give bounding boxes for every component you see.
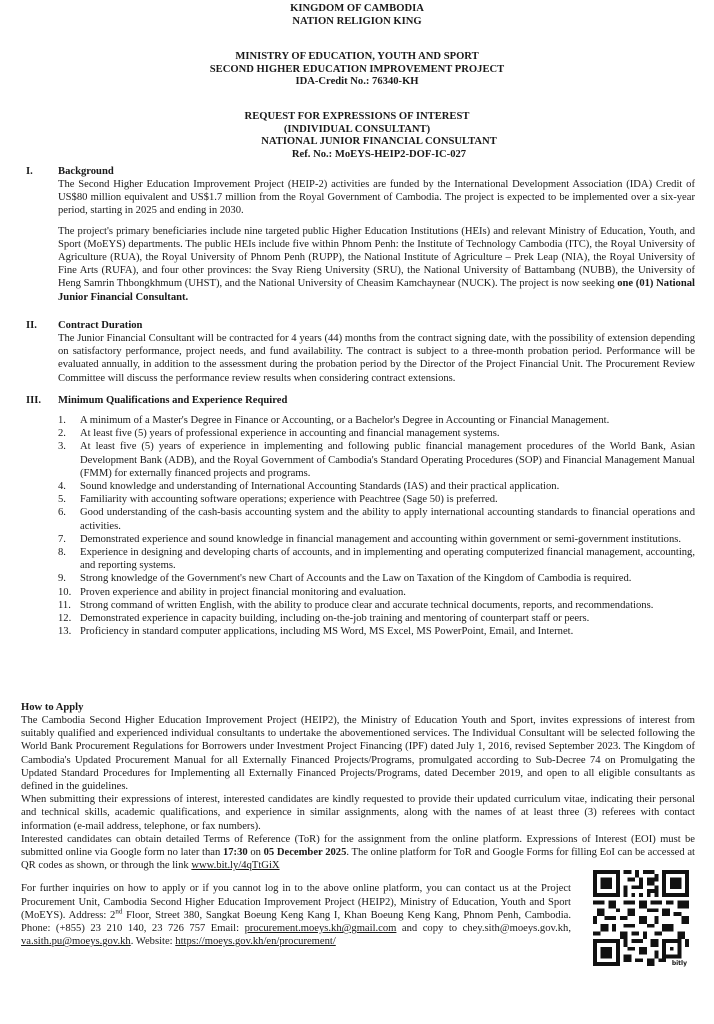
deadline-time: 17:30 [222, 847, 248, 859]
apply-paragraph-1: The Cambodia Second Higher Education Improvement Project (HEIP2), the Ministry of Education Youth and Sport, invites expressions of interest from suitably qualified and experienced individual consultants to undertake the abovementioned services. The Individual Consultant will be selected following the World Bank Procurement Regulations for Borrowers under Investment Project Financing (IPF) dated July 1, 2016, revised September 2023. The Kingdom of Cambodia's Updated Procurement Manual for all Externally Financed Projects/Programs, promulgated according to Sub-Decree 74 on Promulgating the Updated Standard Procedures for Implementing all Externally Financed Projects/Programs, dated December 2019, and open to all eligible consultants as defined in the guidelines. [21, 715, 695, 793]
consultant-type: (INDIVIDUAL CONSULTANT) [283, 123, 431, 135]
apply-paragraph-4: For further inquiries on how to apply or if you cannot log in to the above online platform, you can contact us at the Project Procurement Unit, Cambodia Second Higher Education Improvement Project (HEIP2), Ministry of Education, Youth and Sport (MoEYS). Address: 2nd Floor, Street 380, Sangkat Boeung Keng Kang I, Khan Boeung Keng Kang, Phnom Penh, Cambodia. Phone: (+855) 23 210 140, 23 726 757 Email: procurement.moeys.kh@gmail.com and copy to chey.sith@moeys.gov.kh, va.sith.pu@moeys.gov.kh. Website: https://moeys.gov.kh/en/procurement/ [21, 883, 571, 948]
position-sought: one (01) National Junior Financial Consultant. [58, 278, 695, 303]
country-header [0, 3, 714, 28]
list-item: 7. Demonstrated experience and sound knowledge in financial management and accounting within government or semi-government institutions. [58, 533, 682, 545]
short-link[interactable]: www.bit.ly/4qTtGiX [191, 860, 280, 872]
list-item: 8. Experience in designing and developing charts of accounts, and in implementing and operating computerized financial management, accounting, and reporting systems. [58, 547, 695, 572]
section-heading [0, 165, 714, 178]
primary-email-link[interactable]: procurement.moeys.kh@gmail.com [244, 923, 397, 935]
section-title: Background [58, 166, 114, 177]
country-name: KINGDOM OF CAMBODIA [290, 3, 424, 14]
list-item: 12. Demonstrated experience in capacity building, including on-the-job training and mentoring of counterpart staff or peers. [58, 613, 590, 625]
credit-number: IDA-Credit No.: 76340-KH [295, 76, 419, 88]
section-title: Minimum Qualifications and Experience Required [58, 395, 288, 406]
list-item: 1. A minimum of a Master's Degree in Finance or Accounting, or a Bachelor's Degree in Accounting or Financial Management. [58, 415, 610, 426]
list-item: 4. Sound knowledge and understanding of International Accounting Standards (IAS) and their practical application. [58, 481, 560, 493]
list-item: 5. Familiarity with accounting software operations; experience with Peachtree (Sage 50) is preferred. [58, 494, 498, 506]
project-name: SECOND HIGHER EDUCATION IMPROVEMENT PROJECT [209, 63, 505, 75]
section-heading [0, 394, 714, 407]
section-numeral: III. [26, 395, 42, 406]
section-heading [0, 319, 714, 332]
national-motto: NATION RELIGION KING [292, 15, 422, 27]
list-item: 9. Strong knowledge of the Government's new Chart of Accounts and the Law on Taxation of the Kingdom of Cambodia is required. [58, 573, 632, 585]
qr-code-graphic [593, 870, 689, 966]
contract-paragraph: The Junior Financial Consultant will be contracted for 4 years (44) months from the contract signing date, with the possibility of extension depending on satisfactory performance, project needs, and fund availability. The contract is subject to a three-month probation period. Performance will be evaluated annually, in addition to the assessment during the probation period by the Director of the Project Financial Unit. The Procurement Review Committee will discuss the performance review results when considering contract extensions. [58, 333, 695, 384]
list-item: 11. Strong command of written English, with the ability to produce clear and accurate technical documents, reports, and recommendations. [58, 599, 654, 611]
request-header [0, 111, 714, 161]
list-item: 2. At least five (5) years of professional experience in accounting and financial management systems. [58, 428, 500, 440]
reference-number: Ref. No.: MoEYS-HEIP2-DOF-IC-027 [291, 148, 467, 160]
apply-paragraph-2: When submitting their expressions of interest, interested candidates are kindly requested to provide their updated curriculum vitae, indicating their personal and technical skills, academic qualifications, and experience in similar assignments, along with the names of at least three (3) referees with contact information (e-mail address, telephone, or fax numbers). [21, 794, 695, 832]
copy-email-link[interactable]: va.sith.pu@moeys.gov.kh [21, 936, 131, 948]
background-paragraph-2 [58, 225, 695, 304]
list-item: 13. Proficiency in standard computer applications, including MS Word, MS Excel, MS PowerPoint, Email, and Internet. [58, 626, 574, 638]
deadline-date: 05 December 2025 [263, 847, 347, 859]
section-numeral: II. [26, 320, 37, 331]
ministry-header [0, 51, 714, 89]
list-item: 10. Proven experience and ability in project financial monitoring and evaluation. [58, 586, 406, 598]
bitly-logo: bitly [671, 960, 687, 967]
section-qualifications [0, 394, 714, 638]
qr-code-icon[interactable] [593, 870, 689, 966]
background-paragraph-1: The Second Higher Education Improvement Project (HEIP-2) activities are funded by the International Development Association (IDA) Credit of US$80 million equivalent and US$1.7 million from the Royal Government of Cambodia. The project is expected to be implemented over a six-year period, starting in 2025 and ending in 2030. [58, 179, 695, 217]
section-title: Contract Duration [58, 320, 143, 331]
how-to-apply-title: How to Apply [21, 702, 84, 713]
request-title: REQUEST FOR EXPRESSIONS OF INTEREST [244, 111, 470, 122]
apply-paragraph-3: Interested candidates can obtain detailed Terms of Reference (ToR) for the assignment from the online platform. Expressions of Interest (EOI) must be submitted online via Google form no later than 17:30 on 05 December 2025. The online platform for ToR and Google Forms for filling EoI can be accessed at QR codes as shown, or through the link www.bit.ly/4qTtGiX [21, 833, 695, 872]
section-numeral: I. [26, 166, 33, 177]
section-background [0, 165, 714, 304]
list-item: 6. Good understanding of the cash-basis accounting system and the ability to apply international accounting standards to financial operations and activities. [58, 507, 695, 532]
beneficiaries-text: The project's primary beneficiaries include nine targeted public Higher Education Institutions (HEIs) and relevant Ministry of Education, Youth, and Sport (MoEYS) departments. The public HEIs include five within Phnom Penh: the Institute of Technology Cambodia (ITC), the Royal University of Agriculture (RUA), the Royal University of Phnom Penh (RUPP), the National Institute of Agriculture – Prek Leap (NIA), the Royal University of Fine Arts (RUFA), and four other provinces: the Svay Rieng University (SRU), the National University of Battambang (NUBB), the University of Heng Samrin Thbongkhmum (UHST), and the National University of Cheasim Kamchaynear (NUCK). The project is now seeking [58, 225, 695, 290]
list-item: 3. At least five (5) years of experience in implementing and following public financial management procedures of the World Bank, Asian Development Bank (ADB), and the Royal Government of Cambodia's Standard Operating Procedures (SOP) and Financial Management Manual (FMM) for externally financed projects and programs. [58, 441, 695, 479]
ministry-name: MINISTRY OF EDUCATION, YOUTH AND SPORT [235, 51, 479, 62]
position-title: NATIONAL JUNIOR FINANCIAL CONSULTANT [261, 136, 497, 148]
website-link[interactable]: https://moeys.gov.kh/en/procurement/ [175, 936, 336, 948]
qualifications-list [0, 414, 714, 638]
section-contract-duration [0, 319, 714, 385]
